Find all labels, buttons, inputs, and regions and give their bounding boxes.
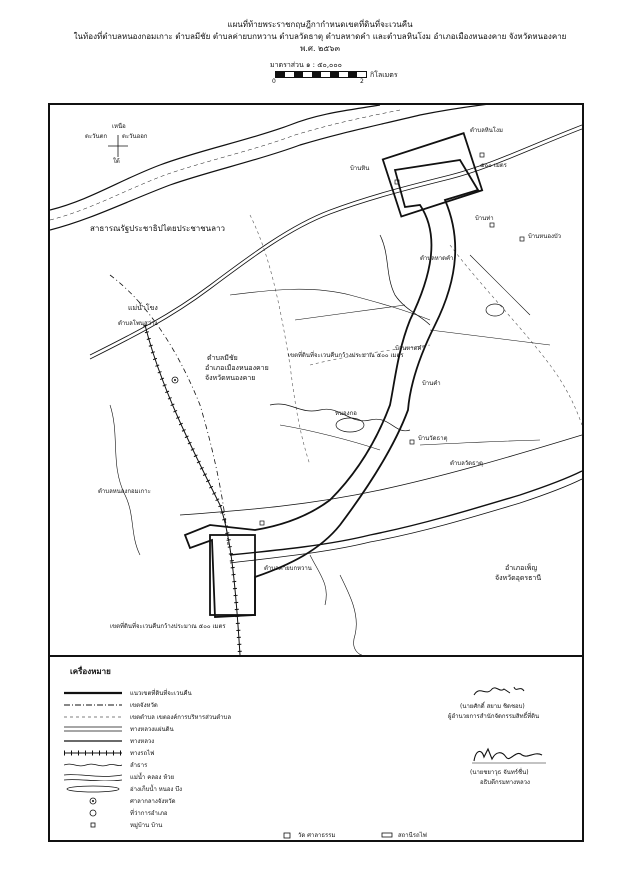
village-marker-5: [410, 440, 414, 444]
legend-symbol: [64, 785, 122, 793]
village-label-nongbua: บ้านหนองบัว: [528, 233, 562, 240]
legend-label: แม่น้ำ คลอง ห้วย: [130, 774, 175, 781]
mekong-label: แม่น้ำโขง: [128, 304, 158, 312]
highway-south: [180, 435, 582, 515]
legend-symbol: [64, 737, 122, 745]
stream-3: [110, 405, 140, 555]
scale-ratio: มาตราส่วน ๑ : ๕๐,๐๐๐: [270, 61, 342, 69]
legend-symbol: [280, 831, 296, 839]
scale-zero-label: 0: [272, 78, 276, 85]
road-6: [470, 255, 530, 315]
width-label-b: เขตที่ดินที่จะเวนคืนกว้างประมาณ ๕๐๐ เมตร: [110, 623, 226, 630]
signature-2-image: [470, 745, 550, 765]
legend-title: เครื่องหมาย: [70, 667, 111, 676]
pond-label-nongko: หนองกอ: [335, 410, 357, 417]
width-label-a: เขตที่ดินที่จะเวนคืนกว้างประมาณ ๕๐๐ เมตร: [288, 352, 404, 359]
legend-symbol: [64, 749, 122, 757]
south-river: [230, 471, 582, 555]
legend-item: [64, 687, 264, 699]
legend-symbol: [64, 689, 122, 697]
district-label: อำเภอเมืองหนองคาย: [205, 364, 269, 372]
scale-unit: กิโลเมตร: [370, 71, 398, 79]
legend-symbol: [64, 725, 122, 733]
legend-symbol: [64, 713, 122, 721]
compass-west-label: ตะวันตก: [85, 133, 108, 140]
hinngom-label: ตำบลหินโงม: [470, 127, 503, 134]
compass-east-label: ตะวันออก: [122, 133, 148, 140]
expropriation-corridor: [185, 160, 478, 617]
village-label-hin: บ้านหิน: [350, 165, 370, 172]
district-boundary: [110, 275, 228, 545]
signature-1-name: (นายศักดิ์ สยาม ชิดชอบ): [460, 703, 525, 710]
map-title: แผนที่ท้ายพระราชกฤษฎีกากำหนดเขตที่ดินที่จะเวนคืน: [227, 20, 413, 29]
khaibokwan-label: ตำบลค่ายบกหวาน: [264, 565, 312, 572]
legend-symbol: [64, 821, 122, 829]
legend-label: ทางหลวง: [130, 738, 155, 745]
map-canvas: [50, 105, 582, 655]
tambon-boundary-1: [250, 215, 310, 465]
legend-item: [380, 829, 580, 841]
legend-item: [64, 711, 264, 723]
legend-item: [64, 747, 264, 759]
legend-frame: [48, 655, 584, 842]
legend-symbol: [64, 701, 122, 709]
village-label-haadkham: บ้านหาดคำ: [395, 345, 425, 352]
highway-main: [90, 125, 582, 355]
legend-label: หมู่บ้าน บ้าน: [130, 822, 163, 829]
legend-item: [64, 819, 264, 831]
road-3: [280, 425, 380, 450]
map-year: พ.ศ. ๒๕๖๓: [300, 44, 340, 53]
legend-label: ศาลากลางจังหวัด: [130, 798, 176, 805]
pond-1: [336, 418, 364, 432]
legend-item: [64, 699, 264, 711]
legend-symbol: [64, 797, 122, 805]
stream-4: [340, 575, 362, 655]
legend-label: เขตจังหวัด: [130, 702, 158, 709]
road-4: [430, 330, 550, 345]
scale-max-label: 2: [360, 78, 364, 85]
legend-item: [64, 795, 264, 807]
legend-label: ทางรถไฟ: [130, 750, 155, 757]
village-marker-2: [480, 153, 484, 157]
haadkham-label: ตำบลหาดคำ: [420, 255, 454, 262]
legend-symbol: [64, 773, 122, 781]
pond-2: [486, 304, 504, 316]
legend-label: สถานีรถไฟ: [398, 832, 427, 839]
district-office-marker-2: [174, 379, 176, 381]
watthat-label: ตำบลวัดธาตุ: [450, 460, 483, 467]
map-frame: [48, 103, 584, 657]
legend-item: [64, 735, 264, 747]
stream-2: [380, 235, 430, 325]
mekong-river-bank-north: [50, 105, 380, 210]
meechai-label: ตำบลมีชัย: [207, 354, 238, 362]
stream-5: [310, 555, 326, 605]
signature-2-title: อธิบดีกรมทางหลวง: [480, 779, 530, 786]
legend-label: แนวเขตที่ดินที่จะเวนคืน: [130, 690, 192, 697]
legend-item: [64, 783, 264, 795]
pen-district-label: อำเภอเพ็ญ: [505, 564, 538, 572]
legend-label: ทางหลวงแผ่นดิน: [130, 726, 174, 733]
village-marker-3: [520, 237, 524, 241]
legend-label: ที่ว่าการอำเภอ: [130, 810, 168, 817]
legend-item: [64, 723, 264, 735]
phonsawang-label: ตำบลโพนสว่าง: [118, 320, 158, 327]
legend-symbol: [380, 831, 396, 839]
village-marker-6: [260, 521, 264, 525]
laos-label: สาธารณรัฐประชาธิปไตยประชาชนลาว: [90, 224, 226, 233]
width-label-c: ๕๐๐ เมตร: [480, 162, 507, 169]
village-marker-4: [490, 223, 494, 227]
legend-symbol: [64, 761, 122, 769]
legend-symbol: [64, 809, 122, 817]
legend-item: [64, 771, 264, 783]
village-label-tha: บ้านท่า: [475, 215, 494, 222]
udon-province-label: จังหวัดอุดรธานี: [495, 574, 542, 582]
legend-label: วัด ศาลาธรรม: [298, 832, 336, 839]
signature-2-name: (นายชยาวุธ จันทร์ชื่น): [470, 769, 529, 776]
corridor-north-block: [383, 133, 482, 216]
legend-label: เขตตำบล เขตองค์การบริหารส่วนตำบล: [130, 714, 231, 721]
signature-1-image: [470, 683, 530, 699]
scale-bar: [275, 71, 367, 78]
legend-item: [64, 759, 264, 771]
legend-label: อ่างเก็บน้ำ หนอง บึง: [130, 786, 183, 793]
map-subtitle: ในท้องที่ตำบลหนองกอมเกาะ ตำบลมีชัย ตำบลค่ายบกหวาน ตำบลวัดธาตุ ตำบลหาดคำ และตำบลหินโงม อำเภอเมืองหนองคาย จังหวัดหนองคาย: [73, 32, 567, 41]
legend-item: [64, 807, 264, 819]
signature-1-title: ผู้อำนวยการสำนักจัดกรรมสิทธิ์ที่ดิน: [448, 713, 540, 720]
road-1: [295, 305, 405, 320]
nongkomko-label: ตำบลหนองกอมเกาะ: [98, 488, 151, 495]
province-label: จังหวัดหนองคาย: [205, 374, 256, 382]
village-label-watthat: บ้านวัดธาตุ: [418, 435, 448, 442]
compass-south-label: ใต้: [113, 158, 120, 165]
compass-north-label: เหนือ: [112, 123, 126, 130]
village-label-kham: บ้านคำ: [422, 380, 441, 387]
legend-label: ลำธาร: [130, 762, 148, 769]
